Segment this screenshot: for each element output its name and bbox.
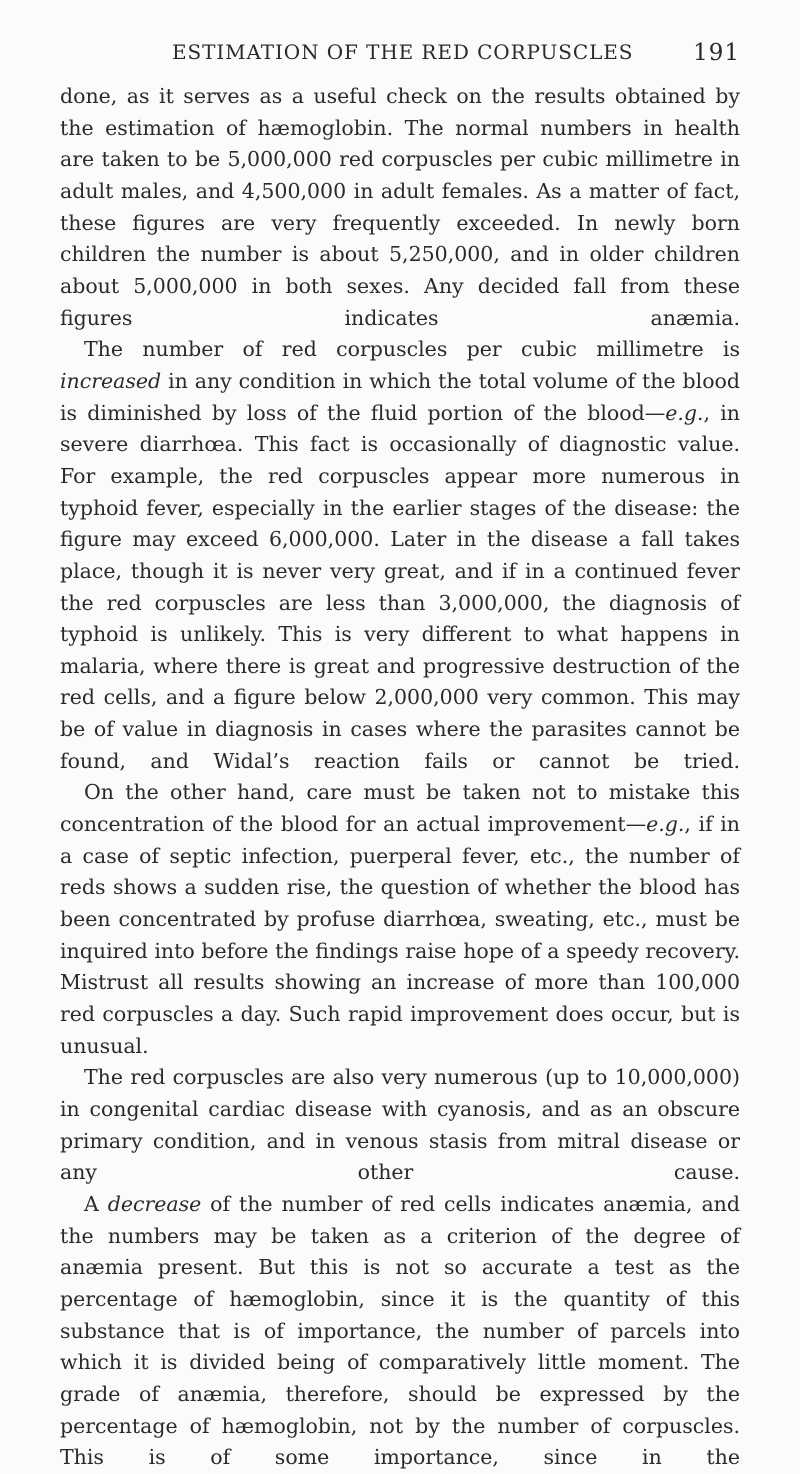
paragraph-text: A: [84, 1191, 108, 1216]
paragraph-text: On the other hand, care must be taken not to mistake this concentration of the blood for an actual improvement—: [60, 780, 740, 837]
paragraph-concentration: [60, 777, 740, 1062]
paragraph-text: , in severe diarrhœa. This fact is occasionally of diagnostic value. For example, the red corpuscles appear more numerous in typhoid fever, especially in the earlier stages of the disease: the figure may exceed 6,000,000. Later in the disease a fall takes place, though it is never very great, and if in a continued fever the red corpuscles are less than 3,000,000, the diagnosis of typhoid is unlikely. This is very different to what happens in malaria, where there is great and progressive destruction of the red cells, and a figure below 2,000,000 very common. This may be of value in diagnosis in cases where the parasites cannot be found, and Widal’s reaction fails or cannot be tried.: [60, 400, 741, 773]
emphasis-increased: increased: [60, 368, 162, 393]
emphasis-eg: e.g.: [665, 400, 704, 425]
running-title: ESTIMATION OF THE RED CORPUSCLES: [172, 40, 634, 64]
page-number: 191: [693, 40, 740, 66]
emphasis-eg: e.g.: [646, 812, 685, 837]
emphasis-decrease: decrease: [107, 1191, 202, 1216]
paragraph-text: done, as it serves as a useful check on the results obtained by the estimation of hæmoglobin. The normal numbers in health are taken to be 5,000,000 red corpuscles per cubic millimetre in adult males, and 4,500,000 in adult females. As a matter of fact, these figures are very frequently exceeded. In newly born children the number is about 5,250,000, and in older children about 5,000,000 in both sexes. Any decided fall from these figures indicates anæmia.: [60, 84, 740, 330]
body-text: [60, 81, 740, 1474]
running-head: [60, 40, 740, 70]
paragraph-decrease: [60, 1189, 740, 1474]
paragraph-text: in any condition in which the total volume of the blood is diminished by loss of the fluid portion of the blood—: [60, 368, 740, 425]
paragraph-text: of the number of red cells indicates anæmia, and the numbers may be taken as a criterion of the degree of anæmia present. But this is not so accurate a test as the percentage of hæmoglobin, since it is the quantity of this substance that is of importance, the number of parcels into which it is divided being of comparatively little moment. The grade of anæmia, therefore, should be expressed by the percentage of hæmoglobin, not by the number of corpuscles. This is of some importance, since in the: [60, 1191, 740, 1470]
paragraph-cardiac: [60, 1062, 740, 1189]
paragraph-text: , if in a case of septic infection, puerperal fever, etc., the number of reds shows a sudden rise, the question of whether the blood has been concentrated by profuse diarrhœa, sweating, etc., must be inquired into before the findings raise hope of a speedy recovery. Mistrust all results showing an increase of more than 100,000 red corpuscles a day. Such rapid improvement does occur, but is unusual.: [60, 812, 741, 1058]
paragraph-increased: [60, 334, 740, 777]
paragraph-text: The red corpuscles are also very numerous (up to 10,000,000) in congenital cardiac disease with cyanosis, and as an obscure primary condition, and in venous stasis from mitral disease or any other cause.: [60, 1065, 740, 1185]
paragraph-text: The number of red corpuscles per cubic millimetre is: [84, 337, 740, 362]
paragraph-continued: [60, 81, 740, 334]
